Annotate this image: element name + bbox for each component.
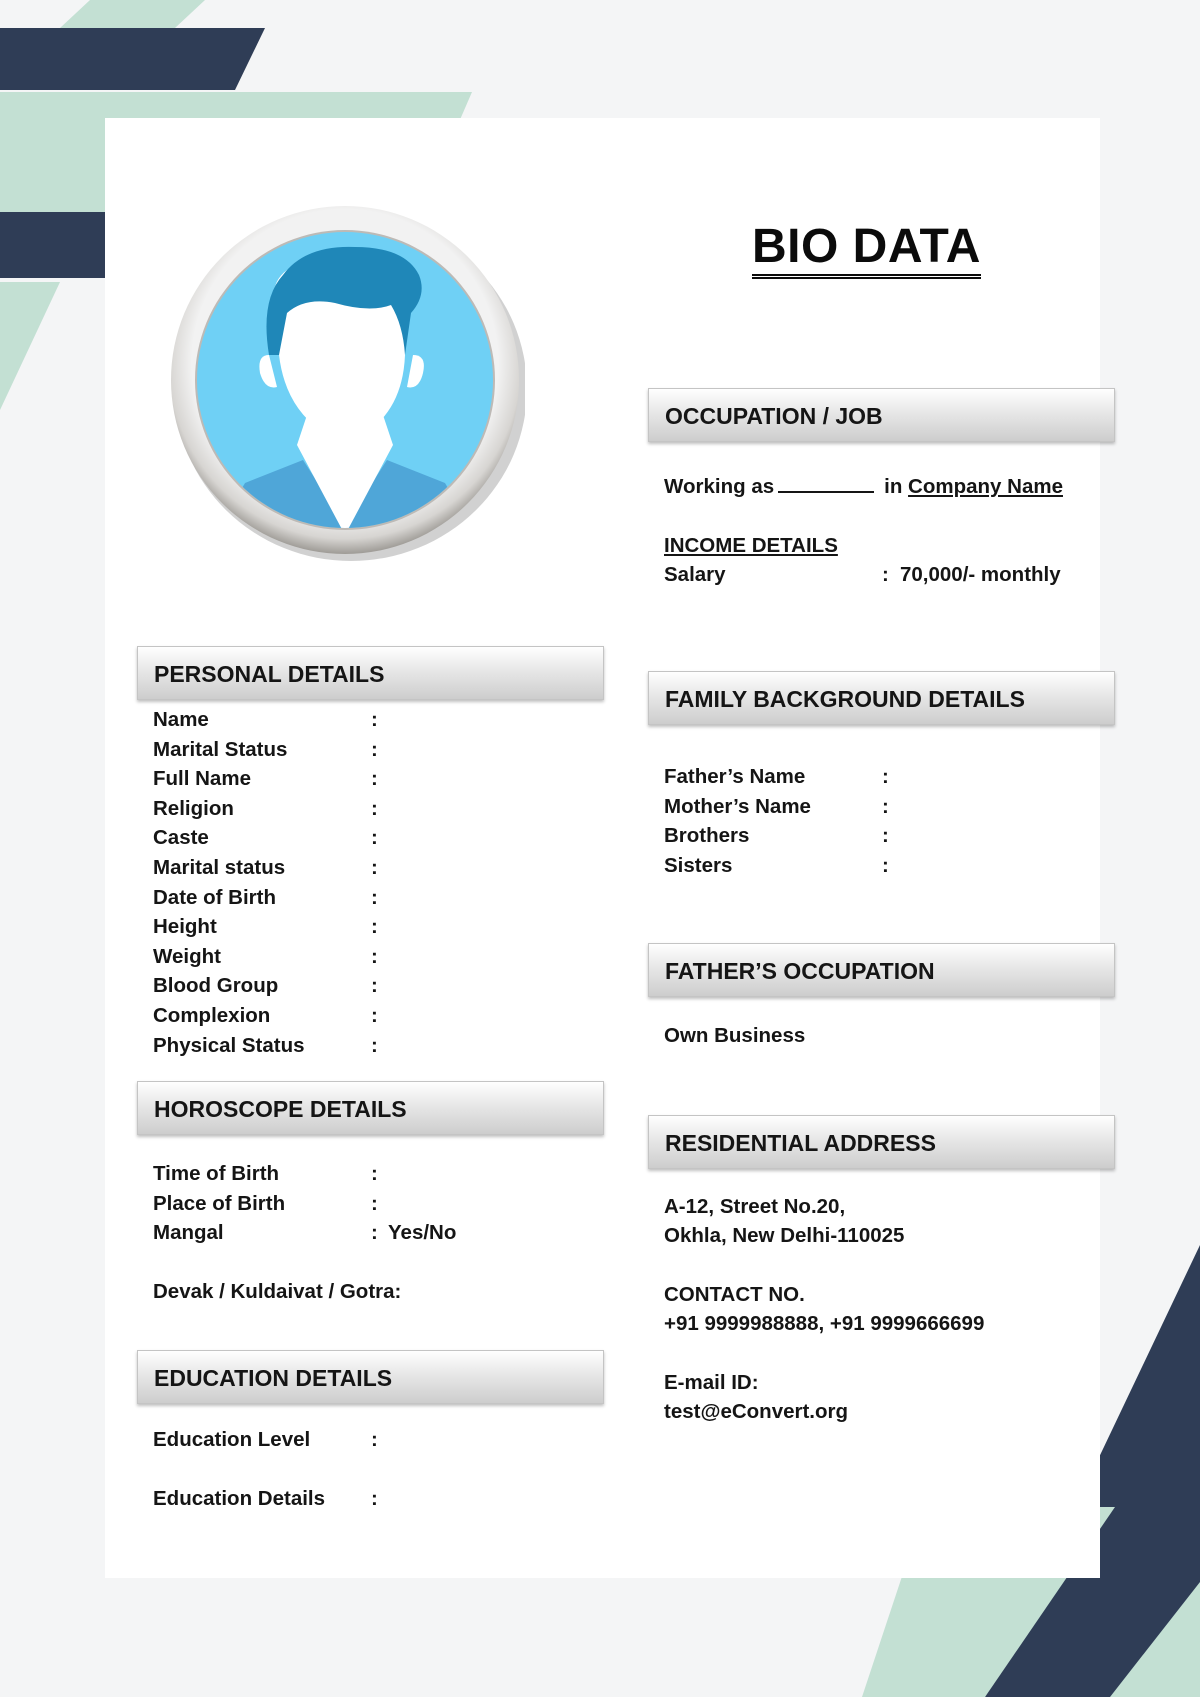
personal-field-separator: : — [371, 915, 378, 939]
horoscope-field-separator: : — [371, 1162, 378, 1185]
family-field-separator: : — [882, 824, 889, 847]
personal-field-label: Full Name — [153, 767, 251, 791]
working-as-label: Working as — [664, 475, 775, 498]
contact-label: CONTACT NO. — [664, 1283, 805, 1306]
job-title-blank[interactable] — [778, 475, 874, 493]
fathers-occupation-header: FATHER’S OCCUPATION — [648, 943, 1115, 997]
family-field-separator: : — [882, 765, 889, 788]
horoscope-field-separator: : — [371, 1221, 378, 1244]
residential-address-header: RESIDENTIAL ADDRESS — [648, 1115, 1115, 1169]
address-line-1: A-12, Street No.20, — [664, 1195, 846, 1218]
contact-value: +91 9999988888, +91 9999666699 — [664, 1312, 985, 1335]
personal-field-label: Caste — [153, 826, 209, 850]
personal-field-label: Religion — [153, 796, 234, 820]
personal-field-label: Complexion — [153, 1004, 271, 1027]
family-field-label: Father’s Name — [664, 765, 806, 788]
salary-label: Salary — [664, 563, 726, 586]
personal-field-label: Marital status — [153, 856, 286, 879]
personal-field-label: Date of Birth — [153, 885, 276, 909]
family-field-separator: : — [882, 853, 889, 877]
personal-field-separator: : — [371, 885, 378, 909]
personal-field-label: Marital Status — [153, 737, 288, 761]
family-field-separator: : — [882, 794, 889, 818]
personal-field-label: Blood Group — [153, 974, 279, 998]
personal-field-separator: : — [371, 767, 378, 791]
top-mint-stripe-small — [60, 0, 205, 28]
personal-field-separator: : — [371, 1033, 378, 1057]
personal-field-separator: : — [371, 856, 378, 879]
personal-field-label: Name — [153, 708, 209, 731]
personal-field-separator: : — [371, 826, 378, 850]
horoscope-field-label: Mangal — [153, 1221, 224, 1244]
profile-photo[interactable] — [165, 205, 525, 561]
horoscope-field-label: Time of Birth — [153, 1162, 280, 1185]
personal-details-header: PERSONAL DETAILS — [137, 646, 604, 700]
address-line-2: Okhla, New Delhi-110025 — [664, 1224, 905, 1247]
horoscope-field-separator: : — [371, 1191, 378, 1215]
personal-field-separator: : — [371, 1004, 378, 1027]
working-as-line — [664, 475, 1063, 499]
education-field-label: Education Level — [153, 1428, 311, 1451]
gotra-label: Devak / Kuldaivat / Gotra: — [153, 1280, 402, 1303]
education-field-separator: : — [371, 1487, 378, 1510]
occupation-header: OCCUPATION / JOB — [648, 388, 1115, 442]
education-field-separator: : — [371, 1428, 378, 1451]
family-field-label: Mother’s Name — [664, 794, 811, 818]
personal-field-label: Physical Status — [153, 1033, 305, 1057]
top-navy-stripe-1 — [0, 28, 265, 90]
family-field-label: Brothers — [664, 824, 750, 847]
company-name: Company Name — [908, 475, 1063, 498]
page-title: BIO DATA — [752, 222, 981, 279]
personal-field-label: Weight — [153, 944, 221, 968]
family-field-label: Sisters — [664, 853, 733, 877]
personal-field-separator: : — [371, 796, 378, 820]
personal-field-separator: : — [371, 708, 378, 731]
horoscope-field-label: Place of Birth — [153, 1191, 286, 1215]
education-field-label: Education Details — [153, 1487, 326, 1510]
horoscope-details-header: HOROSCOPE DETAILS — [137, 1081, 604, 1135]
personal-field-separator: : — [371, 974, 378, 998]
left-mint-stripe — [0, 282, 60, 410]
fathers-occupation-value: Own Business — [664, 1024, 806, 1047]
salary-value: 70,000/- monthly — [900, 563, 1061, 586]
email-value[interactable]: test@eConvert.org — [664, 1400, 849, 1423]
personal-field-separator: : — [371, 944, 378, 968]
salary-separator: : — [882, 563, 889, 586]
family-background-header: FAMILY BACKGROUND DETAILS — [648, 671, 1115, 725]
email-label: E-mail ID: — [664, 1371, 759, 1394]
education-details-header: EDUCATION DETAILS — [137, 1350, 604, 1404]
in-label: in — [884, 475, 903, 498]
personal-field-label: Height — [153, 915, 217, 939]
personal-field-separator: : — [371, 737, 378, 761]
income-details-heading: INCOME DETAILS — [664, 534, 838, 557]
horoscope-field-value: Yes/No — [388, 1221, 457, 1244]
